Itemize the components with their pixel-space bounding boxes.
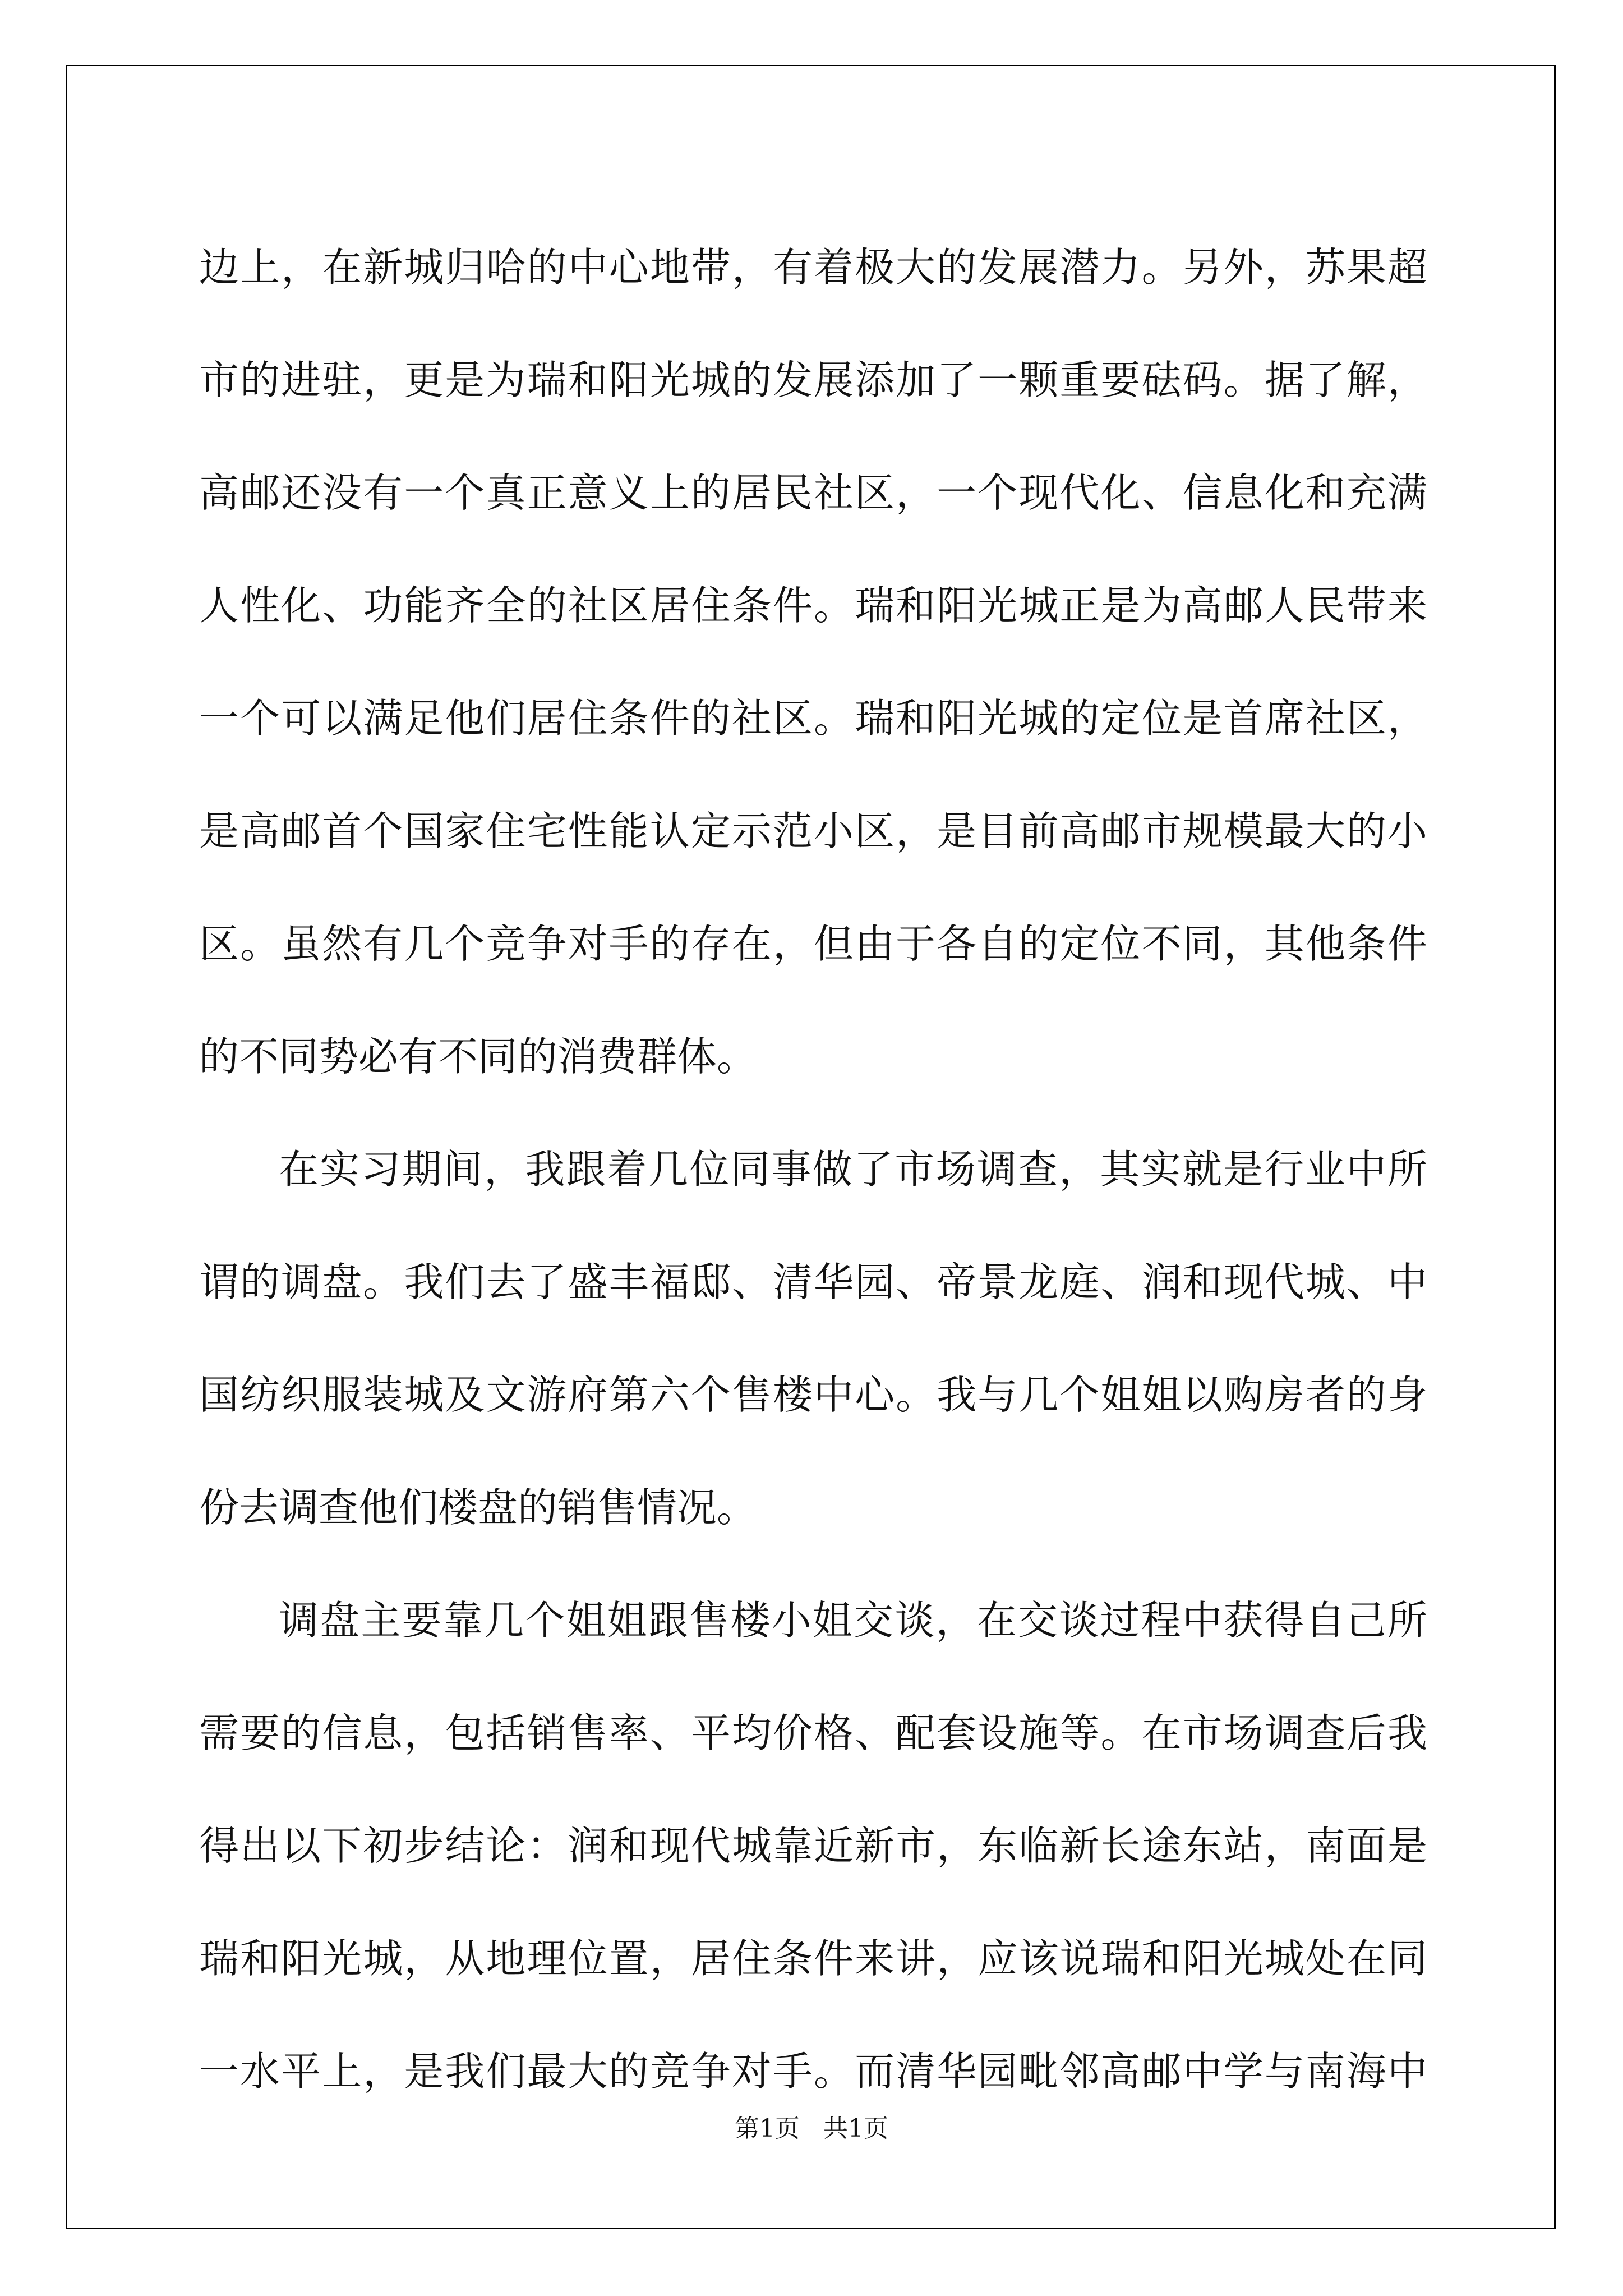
text-line: 调盘主要靠几个姐姐跟售楼小姐交谈，在交谈过程中获得自己所 — [279, 1597, 1427, 1644]
text-line: 区。虽然有几个竞争对手的存在，但由于各自的定位不同，其他条件 — [199, 921, 1427, 967]
text-line: 国纺织服装城及文游府第六个售楼中心。我与几个姐姐以购房者的身 — [199, 1372, 1427, 1418]
text-line: 在实习期间，我跟着几位同事做了市场调查，其实就是行业中所 — [279, 1146, 1427, 1193]
text-line: 人性化、功能齐全的社区居住条件。瑞和阳光城正是为高邮人民带来 — [199, 582, 1427, 629]
text-line: 的不同势必有不同的消费群体。 — [199, 1033, 757, 1080]
text-line: 是高邮首个国家住宅性能认定示范小区，是目前高邮市规模最大的小 — [199, 808, 1427, 854]
page-number: 第1页 — [735, 2114, 800, 2143]
text-line: 需要的信息，包括销售率、平均价格、配套设施等。在市场调查后我 — [199, 1710, 1427, 1756]
text-line: 得出以下初步结论：润和现代城靠近新市，东临新长途东站，南面是 — [199, 1823, 1427, 1869]
text-line: 高邮还没有一个真正意义上的居民社区，一个现代化、信息化和充满 — [199, 470, 1427, 516]
text-line: 市的进驻，更是为瑞和阳光城的发展添加了一颗重要砝码。据了解， — [199, 357, 1427, 403]
text-line: 边上，在新城归哈的中心地带，有着极大的发展潜力。另外，苏果超 — [199, 244, 1427, 291]
text-line: 一水平上，是我们最大的竞争对手。而清华园毗邻高邮中学与南海中 — [199, 2048, 1427, 2095]
document-body — [199, 211, 1427, 2128]
text-line: 一个可以满足他们居住条件的社区。瑞和阳光城的定位是首席社区， — [199, 695, 1427, 742]
text-line: 份去调查他们楼盘的销售情况。 — [199, 1484, 757, 1531]
text-line: 瑞和阳光城，从地理位置，居住条件来讲，应该说瑞和阳光城处在同 — [199, 1935, 1427, 1982]
page-footer — [0, 2112, 1623, 2146]
page-total: 共1页 — [823, 2114, 888, 2143]
text-line: 谓的调盘。我们去了盛丰福邸、清华园、帝景龙庭、润和现代城、中 — [199, 1259, 1427, 1305]
